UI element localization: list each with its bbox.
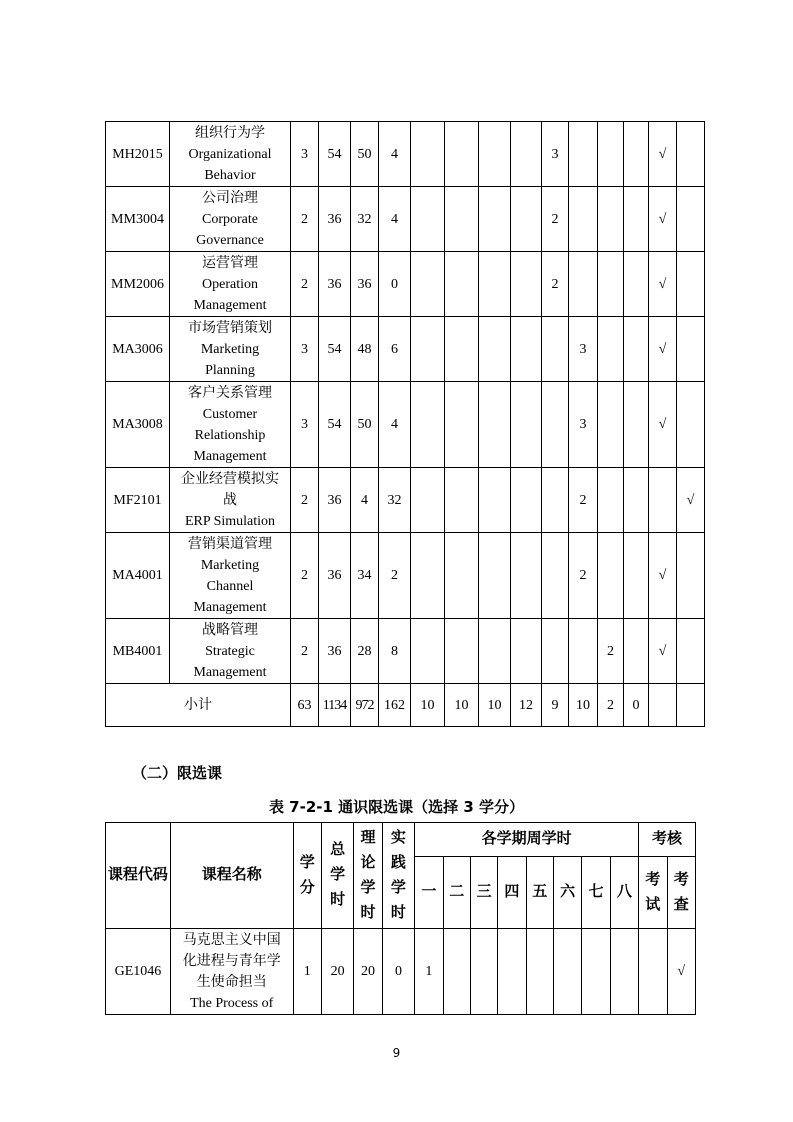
total-hours-cell: 36 xyxy=(319,533,351,619)
course-name-line: Management xyxy=(193,297,267,313)
course-name-line: 营销渠道管理 xyxy=(188,536,272,552)
course-name-line: 客户关系管理 xyxy=(188,385,272,401)
semester-hours-cell xyxy=(624,533,649,619)
practice-hours-cell: 0 xyxy=(382,929,414,1015)
semester-hours-cell xyxy=(511,382,542,468)
credit-cell: 1 xyxy=(293,929,321,1015)
course-code: GE1046 xyxy=(106,929,171,1015)
semester-hours-cell xyxy=(411,619,445,684)
page-number: 9 xyxy=(392,1046,401,1060)
course-name-line: Management xyxy=(193,448,267,464)
header-semester-3: 三 xyxy=(470,857,497,929)
course-code: MA4001 xyxy=(106,533,170,619)
semester-hours-cell xyxy=(569,619,598,684)
exam-mark-cell xyxy=(639,929,667,1015)
check-mark-cell: √ xyxy=(677,468,705,533)
table-row xyxy=(106,122,705,187)
semester-hours-cell xyxy=(598,122,624,187)
course-name-line: Organizational xyxy=(188,146,272,162)
semester-hours-cell xyxy=(445,317,479,382)
subtotal-check xyxy=(677,684,705,727)
semester-hours-cell xyxy=(624,619,649,684)
semester-hours-cell xyxy=(411,122,445,187)
semester-hours-cell xyxy=(511,122,542,187)
subtotal-semester: 10 xyxy=(445,684,479,727)
required-courses-table xyxy=(105,121,705,727)
course-name-line: 生使命担当 xyxy=(196,974,267,990)
subtotal-row xyxy=(106,684,705,727)
course-name-line: Operation xyxy=(202,276,258,292)
header-credit-text: 学 分 xyxy=(299,854,315,896)
header-code xyxy=(106,823,171,929)
semester-hours-cell xyxy=(598,468,624,533)
exam-mark-cell: √ xyxy=(649,619,677,684)
semester-hours-cell xyxy=(511,533,542,619)
semester-hours-cell xyxy=(598,382,624,468)
semester-hours-cell xyxy=(542,382,569,468)
header-practice-text: 实 践 学 时 xyxy=(390,829,406,921)
credit-cell: 3 xyxy=(291,122,319,187)
header-semester-6: 六 xyxy=(553,857,581,929)
semester-hours-cell xyxy=(542,619,569,684)
semester-hours-cell xyxy=(511,187,542,252)
course-name-line: Marketing xyxy=(200,341,260,357)
practice-hours-cell: 4 xyxy=(379,382,411,468)
course-name-line: 公司治理 xyxy=(202,190,258,206)
course-name-line: Strategic xyxy=(205,643,255,659)
total-hours-cell: 54 xyxy=(319,382,351,468)
semester-hours-cell xyxy=(624,382,649,468)
course-name-line: 马克思主义中国 xyxy=(182,932,281,948)
semester-hours-cell xyxy=(479,619,511,684)
header-semester-8: 八 xyxy=(610,857,638,929)
semester-hours-cell xyxy=(542,533,569,619)
theory-hours-cell: 28 xyxy=(351,619,379,684)
course-name-line: Governance xyxy=(196,232,264,248)
semester-hours-cell xyxy=(479,122,511,187)
table-row xyxy=(106,468,705,533)
semester-hours-cell xyxy=(479,317,511,382)
semester-hours-cell xyxy=(624,187,649,252)
semester-hours-cell xyxy=(479,468,511,533)
table-row xyxy=(106,187,705,252)
course-name xyxy=(170,252,291,317)
header-theory-text: 理 论 学 时 xyxy=(360,829,376,921)
header-semester-2: 二 xyxy=(443,857,470,929)
semester-hours-cell xyxy=(553,929,581,1015)
credit-cell: 3 xyxy=(291,382,319,468)
exam-mark-cell: √ xyxy=(649,317,677,382)
subtotal-practice: 162 xyxy=(379,684,411,727)
semester-hours-cell xyxy=(598,317,624,382)
semester-hours-cell xyxy=(542,317,569,382)
course-name-line: 化进程与青年学 xyxy=(182,953,281,969)
total-hours-cell: 20 xyxy=(321,929,353,1015)
theory-hours-cell: 32 xyxy=(351,187,379,252)
semester-hours-cell xyxy=(479,382,511,468)
semester-hours-cell xyxy=(624,252,649,317)
subtotal-semester: 10 xyxy=(479,684,511,727)
practice-hours-cell: 8 xyxy=(379,619,411,684)
semester-hours-cell xyxy=(445,619,479,684)
header-assess-group: 考核 xyxy=(639,823,696,857)
subtotal-exam xyxy=(649,684,677,727)
semester-hours-cell xyxy=(598,252,624,317)
practice-hours-cell: 0 xyxy=(379,252,411,317)
theory-hours-cell: 36 xyxy=(351,252,379,317)
total-hours-cell: 54 xyxy=(319,122,351,187)
semester-hours-cell xyxy=(445,122,479,187)
header-check xyxy=(667,857,696,929)
header-semester-4: 四 xyxy=(498,857,526,929)
course-name-line: Channel xyxy=(206,578,254,594)
course-name-line: Behavior xyxy=(204,167,256,183)
semester-hours-cell xyxy=(526,929,553,1015)
semester-hours-cell xyxy=(582,929,610,1015)
elective-courses-table xyxy=(105,822,696,1015)
semester-hours-cell xyxy=(624,122,649,187)
subtotal-semester: 10 xyxy=(411,684,445,727)
semester-hours-cell: 3 xyxy=(569,317,598,382)
subtotal-semester: 12 xyxy=(511,684,542,727)
course-name xyxy=(170,187,291,252)
credit-cell: 3 xyxy=(291,317,319,382)
exam-mark-cell: √ xyxy=(649,187,677,252)
semester-hours-cell xyxy=(598,533,624,619)
subtotal-semester: 9 xyxy=(542,684,569,727)
exam-mark-cell: √ xyxy=(649,382,677,468)
check-mark-cell: √ xyxy=(667,929,696,1015)
course-name xyxy=(170,468,291,533)
check-mark-cell xyxy=(677,317,705,382)
semester-hours-cell xyxy=(445,382,479,468)
semester-hours-cell: 2 xyxy=(569,533,598,619)
semester-hours-cell xyxy=(479,252,511,317)
semester-hours-cell xyxy=(511,619,542,684)
subtotal-semester: 0 xyxy=(624,684,649,727)
header-semester-5: 五 xyxy=(526,857,553,929)
course-name-line: Relationship xyxy=(194,427,266,443)
credit-cell: 2 xyxy=(291,468,319,533)
check-mark-cell xyxy=(677,619,705,684)
theory-hours-cell: 34 xyxy=(351,533,379,619)
subtotal-semester: 2 xyxy=(598,684,624,727)
semester-hours-cell xyxy=(470,929,497,1015)
semester-hours-cell xyxy=(542,468,569,533)
course-name-line: The Process of xyxy=(190,995,274,1011)
practice-hours-cell: 2 xyxy=(379,533,411,619)
theory-hours-cell: 50 xyxy=(351,122,379,187)
course-name xyxy=(170,382,291,468)
theory-hours-cell: 48 xyxy=(351,317,379,382)
header-semester-7: 七 xyxy=(582,857,610,929)
total-hours-cell: 36 xyxy=(319,187,351,252)
header-name: 课程名称 xyxy=(170,823,293,929)
course-name-line: Customer xyxy=(202,406,258,422)
subtotal-theory: 972 xyxy=(351,684,379,727)
semester-hours-cell: 2 xyxy=(598,619,624,684)
subtotal-total: 1134 xyxy=(319,684,351,727)
theory-hours-cell: 50 xyxy=(351,382,379,468)
table-row xyxy=(106,252,705,317)
course-name-line: Planning xyxy=(205,362,255,378)
semester-hours-cell xyxy=(511,468,542,533)
header-semesters-group: 各学期周学时 xyxy=(415,823,639,857)
header-theory xyxy=(354,823,382,929)
table-row xyxy=(106,317,705,382)
course-name-line: Management xyxy=(193,664,267,680)
semester-hours-cell xyxy=(498,929,526,1015)
semester-hours-cell xyxy=(569,252,598,317)
course-name-line: Management xyxy=(193,599,267,615)
course-name xyxy=(170,929,293,1015)
total-hours-cell: 54 xyxy=(319,317,351,382)
course-name xyxy=(170,122,291,187)
semester-hours-cell xyxy=(445,187,479,252)
credit-cell: 2 xyxy=(291,619,319,684)
header-credit xyxy=(293,823,321,929)
course-name-line: 运营管理 xyxy=(202,255,258,271)
total-hours-cell: 36 xyxy=(319,619,351,684)
semester-hours-cell xyxy=(511,252,542,317)
table-caption: 表 7-2-1 通识限选课（选择 3 学分） xyxy=(268,798,525,816)
semester-hours-cell xyxy=(411,187,445,252)
semester-hours-cell xyxy=(479,187,511,252)
practice-hours-cell: 6 xyxy=(379,317,411,382)
semester-hours-cell xyxy=(411,533,445,619)
header-code-text: 课程代码 xyxy=(107,867,168,883)
table-row xyxy=(106,382,705,468)
semester-hours-cell xyxy=(411,317,445,382)
course-name-line: 战 xyxy=(223,492,237,508)
credit-cell: 2 xyxy=(291,533,319,619)
subtotal-credit: 63 xyxy=(291,684,319,727)
semester-hours-cell xyxy=(445,252,479,317)
semester-hours-cell xyxy=(445,468,479,533)
course-name-line: 市场营销策划 xyxy=(188,320,272,336)
semester-hours-cell: 2 xyxy=(542,252,569,317)
credit-cell: 2 xyxy=(291,252,319,317)
header-total-text: 总 学 时 xyxy=(330,842,346,908)
semester-hours-cell xyxy=(569,122,598,187)
semester-hours-cell: 3 xyxy=(542,122,569,187)
semester-hours-cell: 3 xyxy=(569,382,598,468)
course-name-line: Marketing xyxy=(200,557,260,573)
header-semester-1: 一 xyxy=(415,857,443,929)
course-code: MB4001 xyxy=(106,619,170,684)
semester-hours-cell xyxy=(445,533,479,619)
course-code: MA3008 xyxy=(106,382,170,468)
course-code: MA3006 xyxy=(106,317,170,382)
semester-hours-cell xyxy=(598,187,624,252)
check-mark-cell xyxy=(677,187,705,252)
semester-hours-cell xyxy=(479,533,511,619)
course-name xyxy=(170,619,291,684)
check-mark-cell xyxy=(677,122,705,187)
practice-hours-cell: 4 xyxy=(379,122,411,187)
exam-mark-cell xyxy=(649,468,677,533)
semester-hours-cell: 2 xyxy=(569,468,598,533)
total-hours-cell: 36 xyxy=(319,468,351,533)
semester-hours-cell: 2 xyxy=(542,187,569,252)
course-name-line: Corporate xyxy=(202,211,258,227)
theory-hours-cell: 4 xyxy=(351,468,379,533)
semester-hours-cell xyxy=(411,468,445,533)
course-name-line: 组织行为学 xyxy=(195,125,265,141)
check-mark-cell xyxy=(677,533,705,619)
course-name xyxy=(170,533,291,619)
total-hours-cell: 36 xyxy=(319,252,351,317)
subtotal-semester: 10 xyxy=(569,684,598,727)
check-mark-cell xyxy=(677,252,705,317)
practice-hours-cell: 32 xyxy=(379,468,411,533)
credit-cell: 2 xyxy=(291,187,319,252)
semester-hours-cell: 1 xyxy=(415,929,443,1015)
header-exam-text: 考 试 xyxy=(645,871,661,913)
course-name xyxy=(170,317,291,382)
course-code: MF2101 xyxy=(106,468,170,533)
header-total xyxy=(321,823,353,929)
semester-hours-cell xyxy=(624,317,649,382)
course-code: MH2015 xyxy=(106,122,170,187)
exam-mark-cell: √ xyxy=(649,122,677,187)
semester-hours-cell xyxy=(511,317,542,382)
header-exam xyxy=(639,857,667,929)
exam-mark-cell: √ xyxy=(649,252,677,317)
section-title: （二）限选课 xyxy=(132,764,223,782)
header-practice xyxy=(382,823,414,929)
table-row xyxy=(106,619,705,684)
table-row xyxy=(106,929,696,1015)
header-check-text: 考 查 xyxy=(673,871,689,913)
theory-hours-cell: 20 xyxy=(354,929,382,1015)
course-code: MM3004 xyxy=(106,187,170,252)
practice-hours-cell: 4 xyxy=(379,187,411,252)
check-mark-cell xyxy=(677,382,705,468)
subtotal-label: 小计 xyxy=(106,684,291,727)
course-code: MM2006 xyxy=(106,252,170,317)
exam-mark-cell: √ xyxy=(649,533,677,619)
semester-hours-cell xyxy=(624,468,649,533)
course-name-line: 企业经营模拟实 xyxy=(181,471,279,487)
semester-hours-cell xyxy=(569,187,598,252)
semester-hours-cell xyxy=(411,252,445,317)
semester-hours-cell xyxy=(411,382,445,468)
table-row xyxy=(106,533,705,619)
semester-hours-cell xyxy=(443,929,470,1015)
course-name-line: ERP Simulation xyxy=(184,513,276,529)
course-name-line: 战略管理 xyxy=(202,622,258,638)
semester-hours-cell xyxy=(610,929,638,1015)
